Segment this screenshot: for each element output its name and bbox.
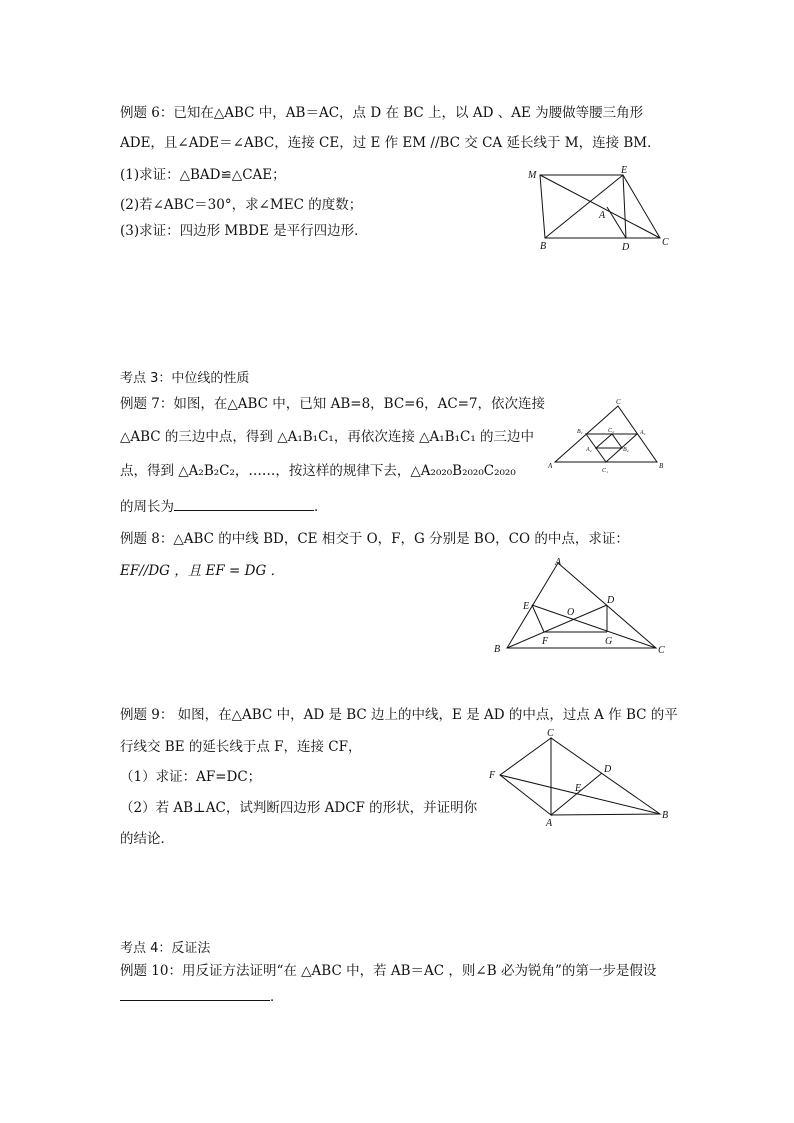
ex8-line-1: 例题 8：△ABC 的中线 BD，CE 相交于 O，F，G 分别是 BO，CO 的中点，求证： xyxy=(120,531,629,547)
ex9-label-C: C xyxy=(547,728,554,739)
ex8-triangle-ABC xyxy=(507,563,656,648)
ex8-label-O: O xyxy=(567,607,575,618)
ex6-line-ED xyxy=(623,175,626,238)
ex6-line-2: ADE，且∠ADE＝∠ABC，连接 CE，过 E 作 EM //BC 交 CA 延长线于 M，连接 BM． xyxy=(120,135,661,151)
ex6-figure xyxy=(525,165,675,255)
ex8-label-A: A xyxy=(555,557,562,568)
ex6-line-AD xyxy=(607,207,626,238)
ex7-label-C1: C₁ xyxy=(602,468,609,474)
ex7-line-2: △ABC 的三边中点，得到 △A₁B₁C₁，再依次连接 △A₁B₁C₁ 的三边中 xyxy=(120,429,535,445)
ex9-label-A: A xyxy=(546,818,553,829)
ex6-label-B: B xyxy=(540,241,547,252)
ex7-label-C2: C₂ xyxy=(608,428,615,434)
ex7-label-A2: A₂ xyxy=(586,447,592,453)
ex7-answer-blank[interactable] xyxy=(174,496,314,511)
ex6-label-D: D xyxy=(622,242,630,253)
ex6-line-BE xyxy=(545,175,623,238)
ex8-median-BD xyxy=(507,605,607,648)
ex7-perimeter-text: 的周长为 xyxy=(120,499,174,515)
ex7-end-mark: ． xyxy=(314,499,328,515)
ex9-figure xyxy=(485,725,675,829)
ex8-label-G: G xyxy=(605,636,613,647)
ex6-question-3: (3)求证：四边形 MBDE 是平行四边形． xyxy=(120,223,368,239)
ex7-figure xyxy=(545,398,670,478)
ex9-label-E: E xyxy=(575,783,582,794)
ex7-line-3: 点，得到 △A₂B₂C₂，……，按这样的规律下去，△A₂₀₂₀B₂₀₂₀C₂₀₂₀ xyxy=(120,463,516,479)
section-3-heading: 考点 3：中位线的性质 xyxy=(120,371,250,386)
ex8-label-F: F xyxy=(542,636,549,647)
ex9-line-FB xyxy=(500,775,660,814)
ex6-question-2: (2)若∠ABC＝30°，求∠MEC 的度数； xyxy=(120,197,363,213)
ex6-line-1: 例题 6：已知在△ABC 中，AB＝AC，点 D 在 BC 上，以 AD 、AE 为腰做等腰三角形 xyxy=(120,105,644,121)
ex7-label-A: A xyxy=(548,462,553,470)
ex7-label-A1: A₁ xyxy=(640,430,646,436)
ex8-label-D: D xyxy=(607,595,615,606)
ex6-label-E: E xyxy=(621,165,628,176)
ex9-label-D: D xyxy=(604,764,612,775)
ex9-question-2: （2）若 AB⊥AC，试判断四边形 ADCF 的形状，并证明你 xyxy=(120,800,478,816)
ex10-line-1: 例题 10：用反证方法证明“在 △ABC 中，若 AB＝AC ，则∠B 必为锐角”的第一步是假设 xyxy=(120,963,657,979)
ex8-line-2: EF//DG ，且 EF = DG ． xyxy=(120,563,285,579)
ex6-question-1: (1)求证：△BAD≌△CAE； xyxy=(120,167,286,183)
section-4-heading: 考点 4：反证法 xyxy=(120,941,211,956)
ex9-triangle-CAB xyxy=(551,738,660,815)
ex9-line-2: 行线交 BE 的延长线于点 F，连接 CF， xyxy=(120,739,362,755)
ex8-label-C: C xyxy=(658,645,665,656)
ex10-answer-blank[interactable] xyxy=(120,986,270,1001)
ex10-line-2 xyxy=(120,986,284,1006)
ex9-label-F: F xyxy=(489,770,496,781)
ex7-label-C: C xyxy=(616,398,621,406)
ex8-label-E: E xyxy=(523,601,530,612)
ex7-triangle-A2B2C2 xyxy=(596,434,622,448)
ex6-label-M: M xyxy=(528,170,537,181)
ex9-question-3: 的结论． xyxy=(120,831,174,847)
ex9-label-B: B xyxy=(662,810,669,821)
ex9-question-1: （1）求证：AF=DC； xyxy=(120,769,262,785)
ex7-label-B: B xyxy=(659,462,664,470)
ex10-end-mark: ． xyxy=(270,989,284,1005)
ex8-median-CE xyxy=(532,605,656,648)
ex6-label-C: C xyxy=(662,237,669,248)
ex8-figure xyxy=(490,555,670,660)
ex7-label-B1: B₁ xyxy=(577,429,583,435)
ex9-line-1: 例题 9： 如图，在△ABC 中，AD 是 BC 边上的中线，E 是 AD 的中点，过点 A 作 BC 的平 xyxy=(120,707,678,723)
ex6-label-A: A xyxy=(599,210,606,221)
ex7-line-1: 例题 7：如图，在△ABC 中，已知 AB=8，BC=6，AC=7，依次连接 xyxy=(120,396,546,412)
ex8-label-B: B xyxy=(494,644,501,655)
ex7-line-4 xyxy=(120,496,328,516)
ex7-label-B2: B₂ xyxy=(623,447,629,453)
